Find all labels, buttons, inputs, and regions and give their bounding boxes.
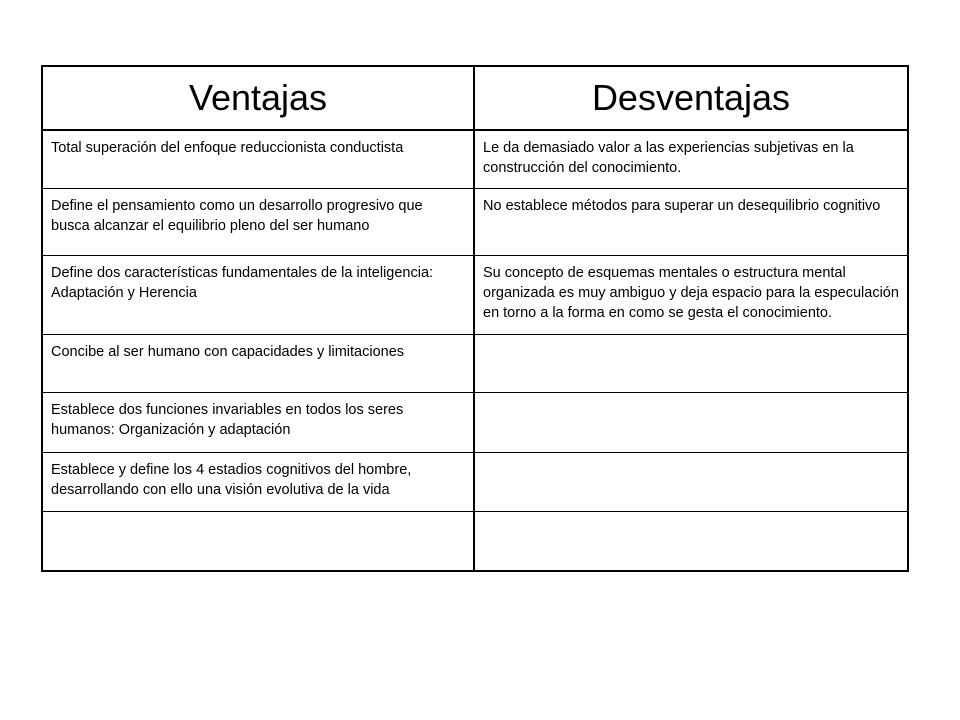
cell-ventaja: Concibe al ser humano con capacidades y limitaciones	[42, 334, 474, 392]
cell-ventaja	[42, 511, 474, 571]
table-row	[42, 511, 908, 571]
cell-desventaja	[474, 511, 908, 571]
table-row	[42, 188, 908, 255]
cell-ventaja: Total superación del enfoque reduccionista conductista	[42, 130, 474, 188]
table-body	[42, 130, 908, 571]
cell-ventaja: Establece dos funciones invariables en todos los seres humanos: Organización y adaptación	[42, 392, 474, 452]
header-desventajas: Desventajas	[474, 66, 908, 130]
cell-desventaja: Le da demasiado valor a las experiencias subjetivas en la construcción del conocimiento.	[474, 130, 908, 188]
table-row	[42, 452, 908, 511]
table-row	[42, 130, 908, 188]
cell-desventaja	[474, 392, 908, 452]
cell-desventaja: No establece métodos para superar un desequilibrio cognitivo	[474, 188, 908, 255]
header-row	[42, 66, 908, 130]
table-row	[42, 334, 908, 392]
table-row	[42, 255, 908, 334]
cell-desventaja	[474, 334, 908, 392]
cell-ventaja: Define dos características fundamentales de la inteligencia: Adaptación y Herencia	[42, 255, 474, 334]
comparison-table	[41, 65, 909, 572]
cell-ventaja: Establece y define los 4 estadios cognitivos del hombre, desarrollando con ello una visión evolutiva de la vida	[42, 452, 474, 511]
table-header	[42, 66, 908, 130]
header-ventajas: Ventajas	[42, 66, 474, 130]
table-row	[42, 392, 908, 452]
cell-desventaja	[474, 452, 908, 511]
cell-ventaja: Define el pensamiento como un desarrollo progresivo que busca alcanzar el equilibrio pleno del ser humano	[42, 188, 474, 255]
cell-desventaja: Su concepto de esquemas mentales o estructura mental organizada es muy ambiguo y deja espacio para la especulación en torno a la forma en como se gesta el conocimiento.	[474, 255, 908, 334]
